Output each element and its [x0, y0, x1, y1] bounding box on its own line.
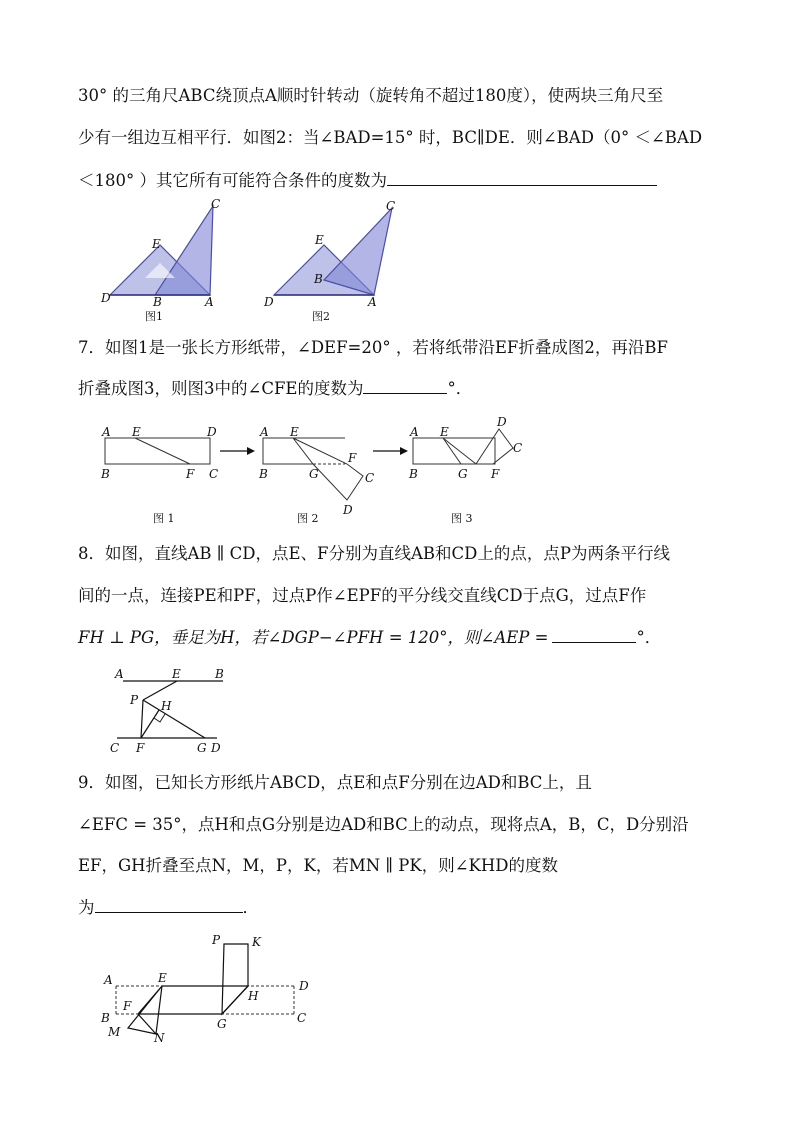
q8-text-line-3 [78, 630, 661, 647]
q7-text-line-2-content: 折叠成图3，则图3中的∠CFE的度数为 [78, 379, 364, 398]
q7-fig1-label-c: C [209, 467, 219, 481]
q7-fig1-fold-ef [135, 438, 190, 464]
q8-label-c: C [110, 741, 120, 755]
q9-label-a: A [104, 973, 113, 987]
q7-fig1-caption: 图 1 [153, 512, 175, 525]
q7-fig1-label-d: D [207, 425, 217, 439]
q9-label-c: C [297, 1011, 307, 1025]
q6-fig1-label-a: A [205, 295, 214, 309]
q7-fig1-label-e: E [132, 425, 141, 439]
q7-answer-blank[interactable] [363, 392, 447, 394]
q8-segment-pe [143, 681, 177, 700]
q8-segment-pg [143, 700, 205, 738]
q6-fig2-label-e: E [315, 233, 324, 247]
q9-answer-blank[interactable] [95, 911, 243, 913]
q8-label-d: D [211, 741, 221, 755]
q9-right-flap [222, 944, 248, 1014]
q9-text-line-4 [78, 900, 259, 917]
q8-figure [105, 664, 240, 754]
q9-fold-gh [222, 986, 248, 1014]
q8-segment-pf [141, 700, 143, 738]
q9-remaining-strip [138, 986, 248, 1014]
q7-fig3-label-d: D [497, 415, 507, 429]
q6-fig2-triangle-abc [324, 208, 392, 295]
q8-label-g: G [197, 741, 207, 755]
q7-fig2-label-c: C [365, 471, 375, 485]
q9-label-k: K [252, 935, 261, 949]
q9-label-b: B [101, 1011, 110, 1025]
q7-fig3-label-e: E [440, 425, 449, 439]
q7-fig2-label-g: G [309, 467, 319, 481]
q8-label-e: E [172, 667, 181, 681]
q7-fig1-label-a: A [102, 425, 111, 439]
q6-text-line-2: 少有一组边互相平行．如图2：当∠BAD=15° 时，BC∥DE．则∠BAD（0° ＜∠BAD [78, 128, 703, 147]
q6-fig2-label-c: C [386, 199, 396, 213]
q7-fig3-label-b: B [409, 467, 418, 481]
q7-fig2-caption: 图 2 [297, 512, 319, 525]
q6-fig2-label-b: B [314, 272, 323, 286]
q8-label-b: B [215, 667, 224, 681]
q7-fig1-strip [105, 438, 210, 464]
q7-arrow-1-head [247, 447, 255, 455]
q7-fig3-caption: 图 3 [451, 512, 473, 525]
q7-fig2-label-e: E [290, 425, 299, 439]
q9-period-suffix: ． [242, 898, 259, 917]
q7-figures [95, 415, 535, 530]
q7-fig2-label-f: F [348, 451, 357, 465]
q9-label-m: M [108, 1025, 121, 1039]
q9-label-g: G [217, 1017, 227, 1031]
q8-text-line-1: 8．如图，直线AB ∥ CD，点E、F分别为直线AB和CD上的点，点P为两条平行线 [78, 544, 670, 563]
q7-fig3-fold-lines [443, 438, 493, 464]
q7-fig2-folded-part [293, 438, 363, 500]
q8-degree-suffix: °． [636, 628, 662, 647]
q7-fig3-strip [413, 438, 495, 464]
q8-label-h: H [161, 699, 172, 713]
q7-fig3-label-f: F [491, 467, 500, 481]
q9-label-e: E [158, 971, 167, 985]
q7-fig3-label-g: G [458, 467, 468, 481]
q6-fig2-label-a: A [368, 295, 377, 309]
q9-label-d: D [299, 979, 309, 993]
q7-fig2-strip [263, 438, 345, 464]
q8-label-a: A [115, 667, 124, 681]
q7-fig3-label-a: A [410, 425, 419, 439]
q9-text-line-2: ∠EFC = 35°，点H和点G分别是边AD和BC上的动点，现将点A，B，C，D分别沿 [78, 815, 689, 834]
q7-fig2-label-b: B [259, 467, 268, 481]
q6-text-line-3 [78, 173, 657, 190]
q6-fig1-label-e: E [152, 237, 161, 251]
q7-fig2-label-d: D [343, 503, 353, 517]
q7-arrow-2-head [400, 447, 408, 455]
q9-label-f: F [123, 999, 132, 1013]
q6-fig2-label-d: D [264, 295, 274, 309]
q7-text-line-1: 7．如图1是一张长方形纸带，∠DEF=20° ，若将纸带沿EF折叠成图2，再沿BF [78, 338, 668, 357]
q8-text-line-3-content: FH ⊥ PG，垂足为H，若∠DGP−∠PFH = 120°，则∠AEP = [78, 628, 549, 647]
q7-fig2-label-a: A [260, 425, 269, 439]
q6-text-line-3-content: ＜180° ）其它所有可能符合条件的度数为 [78, 171, 387, 190]
q9-text-line-3: EF，GH折叠至点N，M，P，K，若MN ∥ PK，则∠KHD的度数 [78, 856, 558, 875]
q9-label-h: H [248, 989, 259, 1003]
q7-fig1-label-b: B [101, 467, 110, 481]
q8-answer-blank[interactable] [552, 641, 636, 643]
q6-figure-1 [95, 198, 235, 326]
q9-figure [98, 930, 323, 1048]
q8-segment-fh [141, 710, 159, 738]
q7-text-line-2 [78, 381, 472, 398]
q9-label-p: P [212, 933, 221, 947]
q9-label-n: N [154, 1031, 165, 1045]
q7-fig3-line-ef [443, 438, 476, 464]
q8-text-line-2: 间的一点，连接PE和PF，过点P作∠EPF的平分线交直线CD于点G，过点F作 [78, 586, 647, 605]
q6-fig1-caption: 图1 [145, 310, 163, 323]
q8-label-p: P [130, 693, 139, 707]
q9-text-line-1: 9．如图，已知长方形纸片ABCD，点E和点F分别在边AD和BC上，且 [78, 773, 592, 792]
q6-fig1-label-b: B [153, 295, 162, 309]
q7-fig1-label-f: F [186, 467, 195, 481]
q8-label-f: F [136, 741, 145, 755]
q7-degree-suffix: °． [447, 379, 473, 398]
q6-text-line-1: 30° 的三角尺ABC绕顶点A顺时针转动（旋转角不超过180度），使两块三角尺至 [78, 86, 664, 105]
q7-fig3-label-c: C [513, 441, 523, 455]
q6-fig1-label-c: C [211, 197, 221, 211]
q6-figure-2 [262, 198, 402, 326]
q6-answer-blank[interactable] [387, 184, 657, 186]
q9-text-line-4-content: 为 [78, 898, 95, 917]
q6-fig2-caption: 图2 [312, 310, 330, 323]
q6-fig1-label-d: D [101, 291, 111, 305]
